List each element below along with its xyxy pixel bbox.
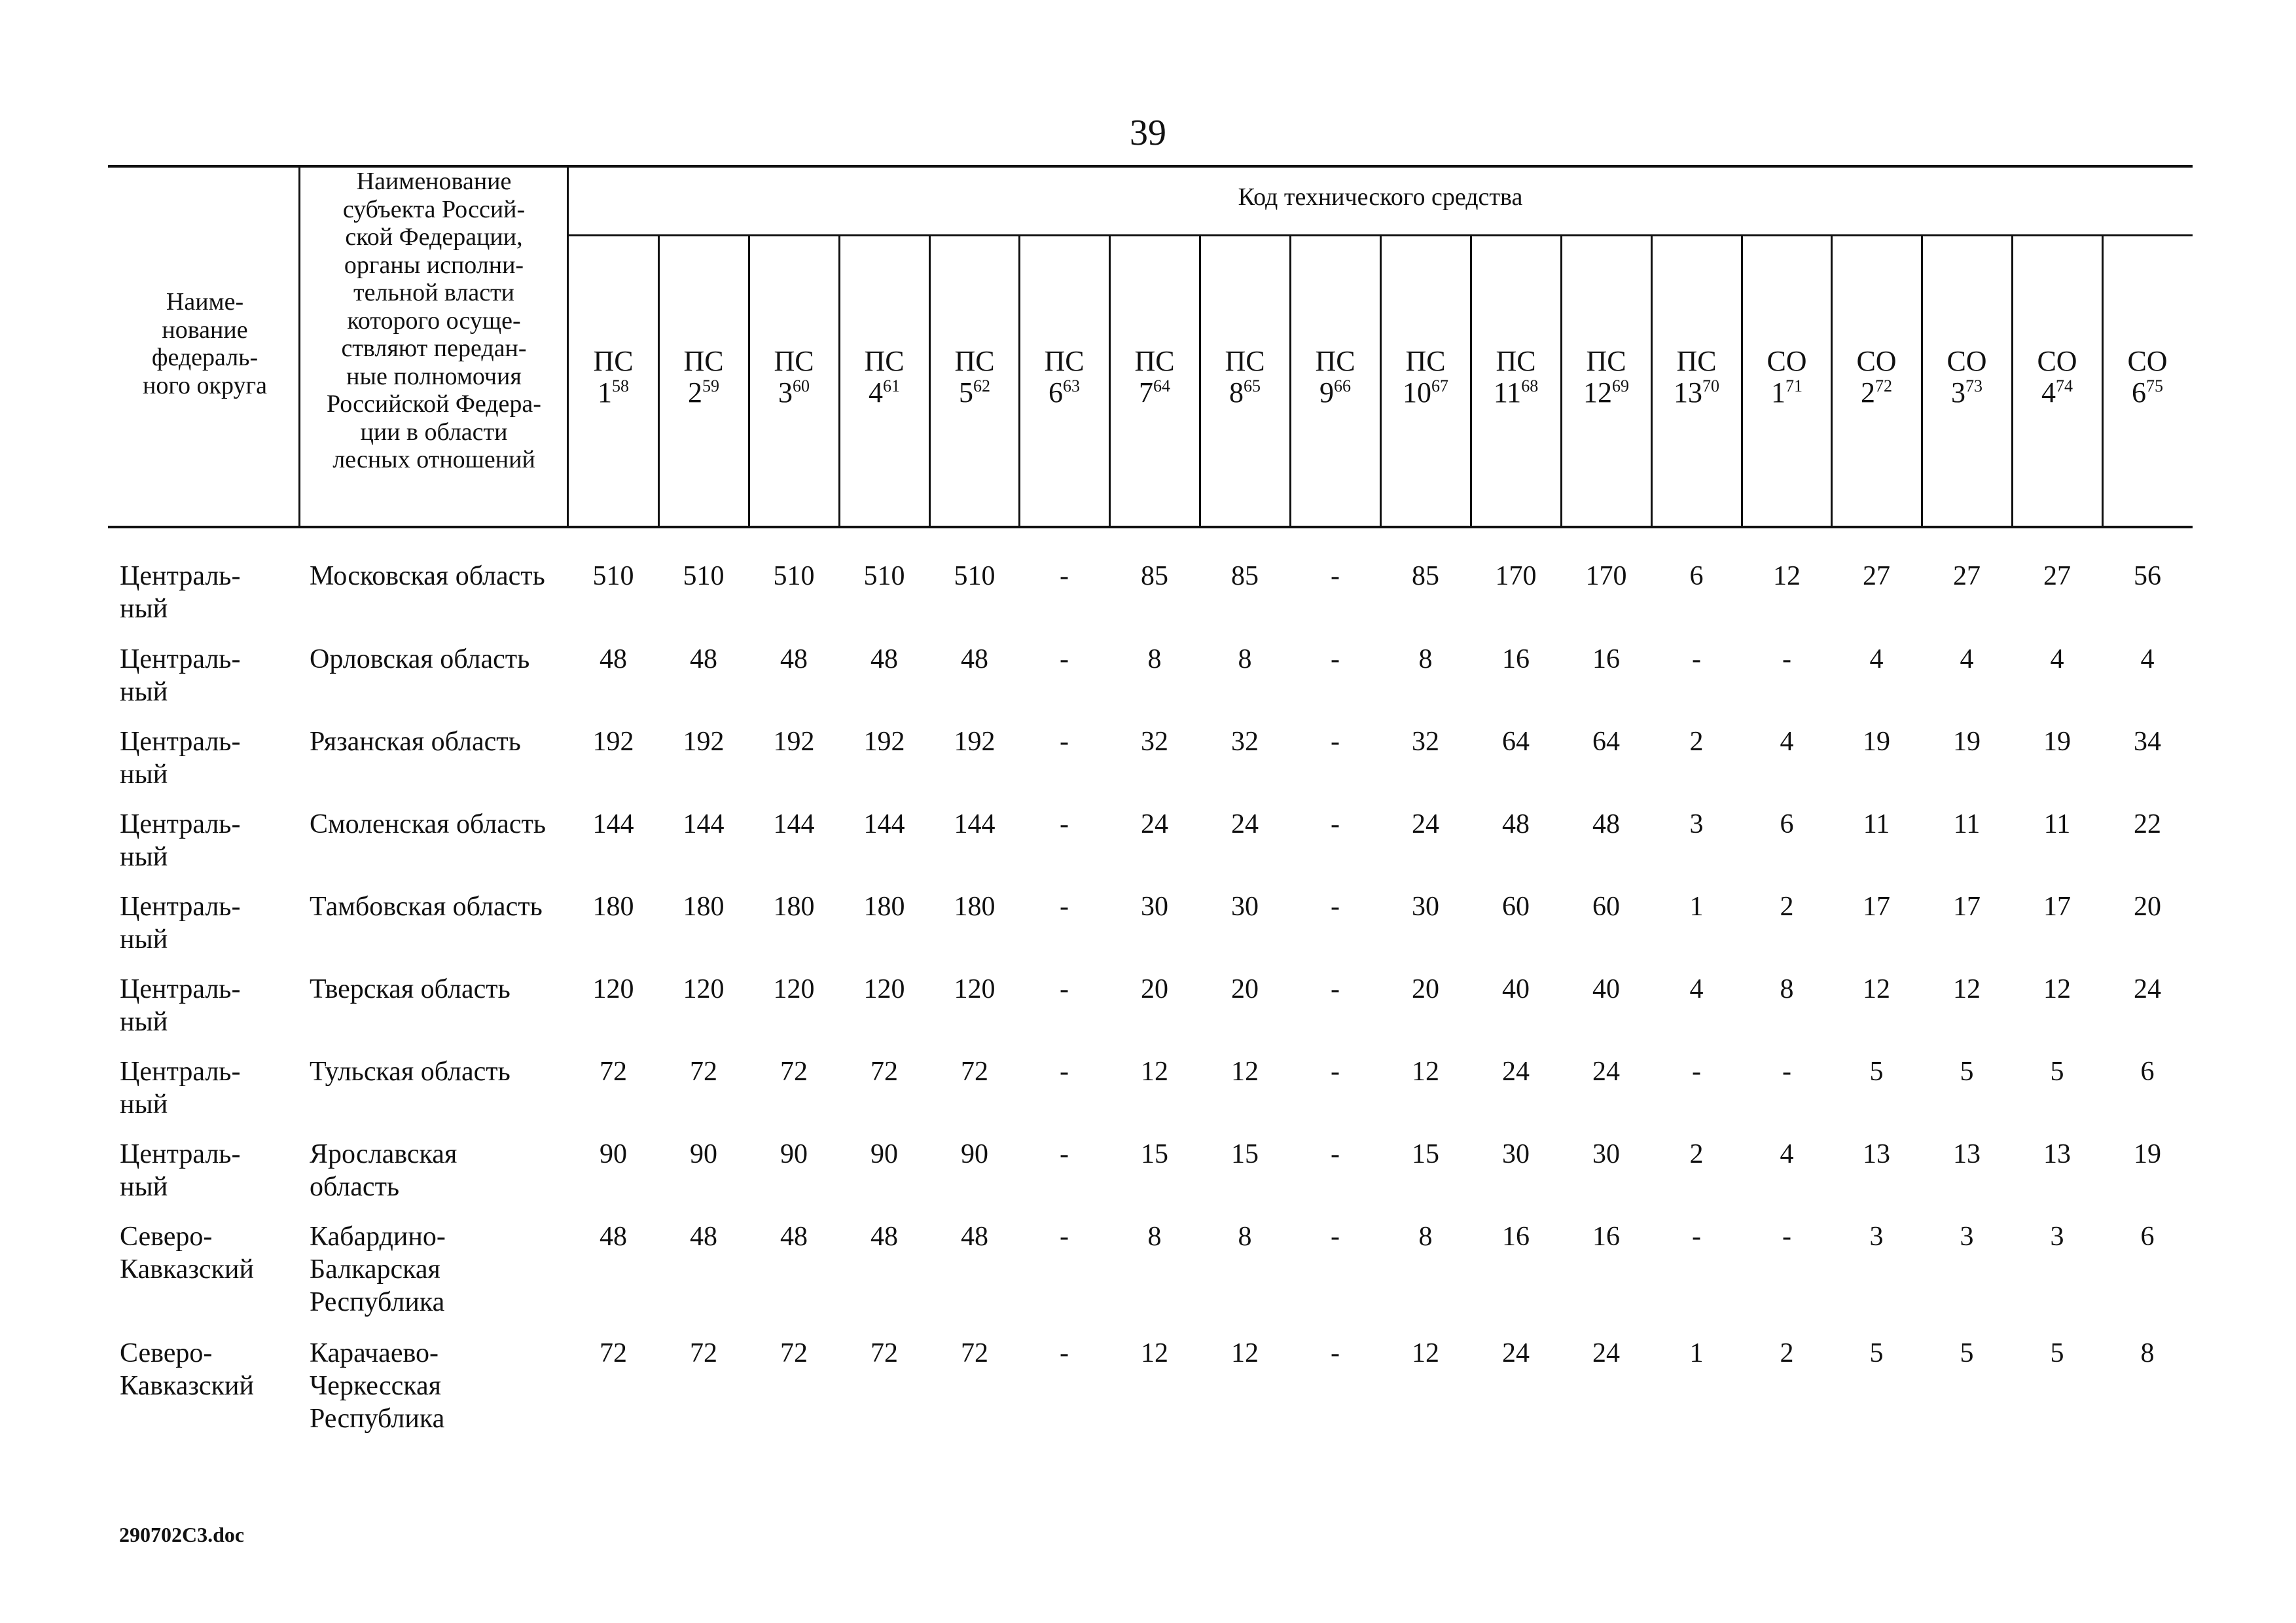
table-cell-value: 40 <box>1592 974 1620 1004</box>
column-code-prefix: ПС <box>1225 345 1265 377</box>
row-federal-district: Централь- ный <box>120 1057 241 1120</box>
column-code-footnote: 59 <box>702 376 719 395</box>
table-cell-value: 20 <box>2134 892 2161 922</box>
table-cell-value: 48 <box>600 1222 627 1252</box>
row-federal-district: Централь- ный <box>120 809 241 872</box>
table-cell-value: 8 <box>1147 644 1162 674</box>
column-code-header <box>1651 346 1742 418</box>
table-cell-value: 192 <box>773 727 815 757</box>
column-code-index: 7 <box>1139 376 1153 409</box>
table-cell-value: 2 <box>1780 1338 1794 1368</box>
row-subject: Ярославская область <box>310 1139 457 1202</box>
table-cell-value: 170 <box>1495 561 1537 591</box>
table-cell-value: - <box>1331 727 1340 757</box>
column-code-prefix: ПС <box>954 345 995 377</box>
column-code-footnote: 75 <box>2146 376 2163 395</box>
table-cell-value: 510 <box>683 561 725 591</box>
column-code-header <box>839 346 929 418</box>
column-code-index: 2 <box>688 376 702 409</box>
table-cell-value: 56 <box>2134 561 2161 591</box>
table-cell-value: - <box>1782 1057 1791 1087</box>
table-cell-value: 72 <box>870 1057 898 1087</box>
table-cell-value: - <box>1331 892 1340 922</box>
column-code-header <box>1200 346 1290 418</box>
table-cell-value: 32 <box>1141 727 1168 757</box>
column-code-index: 3 <box>778 376 793 409</box>
row-subject: Карачаево- Черкесская Республика <box>310 1338 445 1434</box>
table-cell-value: - <box>1060 974 1069 1004</box>
table-cell-value: 3 <box>1869 1222 1884 1252</box>
table-cell-value: - <box>1060 1338 1069 1368</box>
table-cell-value: - <box>1060 809 1069 839</box>
row-subject: Тверская область <box>310 974 511 1004</box>
column-code-index: 1 <box>598 376 612 409</box>
column-code-footnote: 61 <box>883 376 900 395</box>
column-code-index: 11 <box>1493 376 1522 409</box>
table-cell-value: 30 <box>1141 892 1168 922</box>
row-federal-district: Северо- Кавказский <box>120 1338 254 1401</box>
table-cell-value: 12 <box>1231 1338 1259 1368</box>
table-cell-value: 8 <box>1238 1222 1252 1252</box>
table-cell-value: 180 <box>773 892 815 922</box>
table-cell-value: 144 <box>863 809 905 839</box>
column-code-footnote: 74 <box>2056 376 2073 395</box>
column-code-header <box>2012 346 2102 418</box>
table-cell-value: 5 <box>1869 1057 1884 1087</box>
table-cell-value: 19 <box>1953 727 1981 757</box>
table-cell-value: 15 <box>1412 1139 1439 1169</box>
table-cell-value: 1 <box>1689 1338 1704 1368</box>
column-code-prefix: ПС <box>1586 345 1626 377</box>
column-code-index: 12 <box>1583 376 1612 409</box>
column-code-number <box>929 377 1020 409</box>
header-code-group: Код технического средства <box>1238 183 1523 211</box>
column-code-number <box>1922 377 2012 409</box>
column-code-footnote: 58 <box>612 376 629 395</box>
column-code-header <box>1380 346 1471 418</box>
column-code-index: 6 <box>2132 376 2146 409</box>
table-cell-value: 72 <box>780 1338 808 1368</box>
table-cell-value: 16 <box>1592 1222 1620 1252</box>
table-cell-value: 72 <box>600 1057 627 1087</box>
column-code-footnote: 68 <box>1521 376 1539 395</box>
table-cell-value: 20 <box>1412 974 1439 1004</box>
row-federal-district: Централь- ный <box>120 1139 241 1202</box>
column-code-footnote: 72 <box>1875 376 1892 395</box>
table-cell-value: 85 <box>1412 561 1439 591</box>
column-code-index: 9 <box>1319 376 1334 409</box>
column-code-header <box>568 346 658 418</box>
table-cell-value: 144 <box>683 809 725 839</box>
table-cell-value: 6 <box>2140 1057 2155 1087</box>
table-cell-value: 48 <box>690 644 717 674</box>
table-cell-value: - <box>1060 1222 1069 1252</box>
table-cell-value: 72 <box>780 1057 808 1087</box>
column-code-index: 1 <box>1771 376 1785 409</box>
table-cell-value: 6 <box>2140 1222 2155 1252</box>
table-cell-value: 19 <box>1863 727 1890 757</box>
column-code-header <box>1019 346 1109 418</box>
table-cell-value: - <box>1060 727 1069 757</box>
table-cell-value: 24 <box>1592 1338 1620 1368</box>
table-cell-value: - <box>1331 1057 1340 1087</box>
column-code-header <box>1831 346 1922 418</box>
table-cell-value: 8 <box>1780 974 1794 1004</box>
table-cell-value: 510 <box>592 561 634 591</box>
table-cell-value: 48 <box>870 1222 898 1252</box>
table-cell-value: 6 <box>1689 561 1704 591</box>
column-code-footnote: 71 <box>1785 376 1803 395</box>
column-code-footnote: 62 <box>973 376 990 395</box>
column-code-prefix: СО <box>2127 345 2168 377</box>
row-federal-district: Централь- ный <box>120 561 241 624</box>
table-cell-value: 24 <box>1502 1057 1530 1087</box>
row-federal-district: Северо- Кавказский <box>120 1222 254 1285</box>
table-cell-value: 27 <box>1863 561 1890 591</box>
table-cell-value: 12 <box>1412 1338 1439 1368</box>
table-cell-value: 13 <box>2043 1139 2071 1169</box>
table-cell-value: 24 <box>1592 1057 1620 1087</box>
table-cell-value: 180 <box>683 892 725 922</box>
table-cell-value: 180 <box>592 892 634 922</box>
column-code-number <box>1380 377 1471 409</box>
table-cell-value: 120 <box>592 974 634 1004</box>
table-cell-value: 192 <box>592 727 634 757</box>
column-code-number <box>1290 377 1380 409</box>
table-cell-value: 30 <box>1502 1139 1530 1169</box>
table-cell-value: 12 <box>1953 974 1981 1004</box>
table-cell-value: 90 <box>780 1139 808 1169</box>
table-cell-value: - <box>1782 644 1791 674</box>
column-code-footnote: 64 <box>1153 376 1170 395</box>
column-code-index: 3 <box>1951 376 1965 409</box>
row-subject: Тамбовская область <box>310 892 543 922</box>
column-code-prefix: ПС <box>1134 345 1175 377</box>
table-cell-value: 60 <box>1502 892 1530 922</box>
row-subject: Смоленская область <box>310 809 547 839</box>
table-cell-value: - <box>1331 561 1340 591</box>
column-code-number <box>2102 377 2193 409</box>
column-code-header <box>658 346 749 418</box>
table-cell-value: 48 <box>600 644 627 674</box>
table-cell-value: 12 <box>1141 1338 1168 1368</box>
row-subject: Тульская область <box>310 1057 511 1087</box>
table-cell-value: 19 <box>2043 727 2071 757</box>
column-code-header <box>929 346 1020 418</box>
column-code-number <box>658 377 749 409</box>
column-code-footnote: 60 <box>793 376 810 395</box>
row-federal-district: Централь- ный <box>120 974 241 1037</box>
table-cell-value: 144 <box>954 809 996 839</box>
column-code-prefix: СО <box>2037 345 2077 377</box>
table-cell-value: 4 <box>2050 644 2064 674</box>
table-cell-value: 12 <box>1231 1057 1259 1087</box>
footer-filename: 290702C3.doc <box>119 1523 245 1546</box>
table-cell-value: 510 <box>773 561 815 591</box>
table-cell-value: 17 <box>1953 892 1981 922</box>
table-cell-value: 120 <box>954 974 996 1004</box>
column-code-prefix: ПС <box>1044 345 1085 377</box>
table-cell-value: 12 <box>1863 974 1890 1004</box>
table-cell-value: 30 <box>1592 1139 1620 1169</box>
table-cell-value: 4 <box>1780 727 1794 757</box>
column-code-prefix: ПС <box>864 345 905 377</box>
column-code-index: 8 <box>1229 376 1244 409</box>
table-cell-value: 48 <box>870 644 898 674</box>
column-code-prefix: ПС <box>1315 345 1355 377</box>
table-cell-value: - <box>1331 974 1340 1004</box>
table-cell-value: 12 <box>2043 974 2071 1004</box>
column-code-index: 6 <box>1049 376 1063 409</box>
column-code-index: 4 <box>2041 376 2056 409</box>
row-federal-district: Централь- ный <box>120 644 241 707</box>
table-cell-value: 24 <box>2134 974 2161 1004</box>
table-cell-value: 120 <box>773 974 815 1004</box>
table-cell-value: 16 <box>1502 644 1530 674</box>
table-cell-value: - <box>1692 644 1701 674</box>
table-cell-value: 8 <box>1147 1222 1162 1252</box>
table-cell-value: 30 <box>1412 892 1439 922</box>
column-code-index: 5 <box>959 376 973 409</box>
table-cell-value: 8 <box>2140 1338 2155 1368</box>
table-cell-value: 90 <box>690 1139 717 1169</box>
table-cell-value: 48 <box>780 1222 808 1252</box>
table-cell-value: - <box>1692 1057 1701 1087</box>
column-code-prefix: СО <box>1767 345 1807 377</box>
table-cell-value: 4 <box>1960 644 1974 674</box>
table-cell-value: - <box>1331 1139 1340 1169</box>
column-code-number <box>1651 377 1742 409</box>
table-cell-value: - <box>1331 644 1340 674</box>
column-code-header <box>749 346 839 418</box>
table-cell-value: 17 <box>1863 892 1890 922</box>
table-cell-value: 48 <box>1502 809 1530 839</box>
table-cell-value: 48 <box>1592 809 1620 839</box>
column-code-number <box>839 377 929 409</box>
column-code-number <box>1831 377 1922 409</box>
column-code-header <box>1561 346 1651 418</box>
table-cell-value: 11 <box>1863 809 1890 839</box>
table-cell-value: 2 <box>1689 727 1704 757</box>
table-cell-value: 12 <box>1412 1057 1439 1087</box>
table-cell-value: 85 <box>1231 561 1259 591</box>
column-code-number <box>1742 377 1832 409</box>
table-cell-value: 72 <box>690 1338 717 1368</box>
column-code-index: 2 <box>1861 376 1875 409</box>
column-code-number <box>2012 377 2102 409</box>
table-cell-value: 90 <box>600 1139 627 1169</box>
column-code-header <box>1471 346 1561 418</box>
table-cell-value: 2 <box>1689 1139 1704 1169</box>
table-cell-value: 32 <box>1231 727 1259 757</box>
table-cell-value: 16 <box>1502 1222 1530 1252</box>
column-code-header <box>1290 346 1380 418</box>
table-cell-value: 27 <box>2043 561 2071 591</box>
row-federal-district: Централь- ный <box>120 892 241 955</box>
table-cell-value: 2 <box>1780 892 1794 922</box>
column-code-prefix: ПС <box>683 345 724 377</box>
row-subject: Кабардино- Балкарская Республика <box>310 1222 446 1317</box>
column-code-header <box>2102 346 2193 418</box>
header-subject: Наименование субъекта Россий- ской Федерации, органы исполни- тельной власти которого осуще- ствляют передан- ные полномочия Российской Федера- ции в области лесных отношений <box>327 168 541 473</box>
table-cell-value: 4 <box>1869 644 1884 674</box>
table-cell-value: 4 <box>1780 1139 1794 1169</box>
table-cell-value: 85 <box>1141 561 1168 591</box>
column-code-prefix: ПС <box>1405 345 1446 377</box>
table-cell-value: 17 <box>2043 892 2071 922</box>
table-cell-value: 180 <box>863 892 905 922</box>
table-cell-value: 4 <box>2140 644 2155 674</box>
table-cell-value: 5 <box>1960 1338 1974 1368</box>
table-cell-value: 24 <box>1502 1338 1530 1368</box>
table-cell-value: 13 <box>1953 1139 1981 1169</box>
table-cell-value: 3 <box>2050 1222 2064 1252</box>
table-cell-value: 120 <box>683 974 725 1004</box>
column-code-prefix: СО <box>1856 345 1897 377</box>
table-cell-value: 72 <box>690 1057 717 1087</box>
table-cell-value: - <box>1331 1338 1340 1368</box>
row-subject: Орловская область <box>310 644 530 674</box>
table-cell-value: - <box>1060 1139 1069 1169</box>
table-cell-value: 11 <box>1953 809 1981 839</box>
table-cell-value: 192 <box>863 727 905 757</box>
table-cell-value: 48 <box>961 644 988 674</box>
table-cell-value: 72 <box>600 1338 627 1368</box>
table-cell-value: 12 <box>1773 561 1801 591</box>
table-cell-value: 32 <box>1412 727 1439 757</box>
column-code-index: 10 <box>1403 376 1431 409</box>
table-cell-value: 90 <box>870 1139 898 1169</box>
table-cell-value: 4 <box>1689 974 1704 1004</box>
table-cell-value: 510 <box>863 561 905 591</box>
table-cell-value: - <box>1060 644 1069 674</box>
column-code-prefix: ПС <box>593 345 634 377</box>
table-cell-value: 24 <box>1412 809 1439 839</box>
column-code-prefix: СО <box>1946 345 1987 377</box>
column-code-number <box>1019 377 1109 409</box>
table-cell-value: 180 <box>954 892 996 922</box>
table-cell-value: 27 <box>1953 561 1981 591</box>
column-code-number <box>1200 377 1290 409</box>
table-cell-value: 16 <box>1592 644 1620 674</box>
table-cell-value: 8 <box>1418 644 1433 674</box>
table-cell-value: - <box>1060 1057 1069 1087</box>
table-cell-value: 40 <box>1502 974 1530 1004</box>
column-code-footnote: 66 <box>1334 376 1351 395</box>
table-cell-value: 15 <box>1231 1139 1259 1169</box>
table-cell-value: 12 <box>1141 1057 1168 1087</box>
table-header-bottom-rule <box>108 526 2193 528</box>
row-subject: Рязанская область <box>310 727 521 757</box>
table-cell-value: 48 <box>961 1222 988 1252</box>
table-cell-value: 13 <box>1863 1139 1890 1169</box>
table-cell-value: 5 <box>2050 1057 2064 1087</box>
column-code-footnote: 69 <box>1612 376 1629 395</box>
table-cell-value: - <box>1782 1222 1791 1252</box>
table-cell-value: 510 <box>954 561 996 591</box>
row-federal-district: Централь- ный <box>120 727 241 790</box>
column-code-index: 13 <box>1674 376 1702 409</box>
table-cell-value: 120 <box>863 974 905 1004</box>
table-cell-value: 8 <box>1238 644 1252 674</box>
table-cell-value: 144 <box>773 809 815 839</box>
page-number: 39 <box>1130 113 1166 153</box>
row-subject: Московская область <box>310 561 545 591</box>
column-code-footnote: 67 <box>1431 376 1448 395</box>
table-cell-value: 144 <box>592 809 634 839</box>
table-cell-value: 72 <box>961 1338 988 1368</box>
table-cell-value: 3 <box>1960 1222 1974 1252</box>
table-cell-value: 15 <box>1141 1139 1168 1169</box>
column-code-prefix: ПС <box>1496 345 1536 377</box>
table-cell-value: 1 <box>1689 892 1704 922</box>
table-cell-value: 19 <box>2134 1139 2161 1169</box>
column-code-prefix: ПС <box>774 345 814 377</box>
table-cell-value: 48 <box>690 1222 717 1252</box>
column-code-number <box>749 377 839 409</box>
table-cell-value: 64 <box>1592 727 1620 757</box>
table-cell-value: 3 <box>1689 809 1704 839</box>
table-cell-value: 5 <box>1960 1057 1974 1087</box>
column-code-header <box>1922 346 2012 418</box>
table-cell-value: - <box>1331 1222 1340 1252</box>
column-code-footnote: 73 <box>1965 376 1982 395</box>
table-cell-value: 24 <box>1231 809 1259 839</box>
column-code-prefix: ПС <box>1676 345 1717 377</box>
table-cell-value: 20 <box>1231 974 1259 1004</box>
table-cell-value: 20 <box>1141 974 1168 1004</box>
column-code-index: 4 <box>869 376 883 409</box>
table-cell-value: 24 <box>1141 809 1168 839</box>
column-code-header <box>1109 346 1200 418</box>
table-cell-value: 192 <box>683 727 725 757</box>
table-cell-value: - <box>1692 1222 1701 1252</box>
column-code-number <box>568 377 658 409</box>
table-cell-value: 6 <box>1780 809 1794 839</box>
table-cell-value: 8 <box>1418 1222 1433 1252</box>
column-code-number <box>1109 377 1200 409</box>
table-cell-value: 22 <box>2134 809 2161 839</box>
table-cell-value: - <box>1331 809 1340 839</box>
table-cell-value: 34 <box>2134 727 2161 757</box>
header-federal-district: Наиме- нование федераль- ного округа <box>143 288 267 399</box>
column-code-footnote: 63 <box>1063 376 1080 395</box>
table-cell-value: 170 <box>1585 561 1627 591</box>
table-cell-value: 72 <box>870 1338 898 1368</box>
column-code-number <box>1471 377 1561 409</box>
column-code-number <box>1561 377 1651 409</box>
table-cell-value: 90 <box>961 1139 988 1169</box>
table-cell-value: 48 <box>780 644 808 674</box>
table-cell-value: 5 <box>1869 1338 1884 1368</box>
column-code-header <box>1742 346 1832 418</box>
table-cell-value: 5 <box>2050 1338 2064 1368</box>
table-cell-value: 72 <box>961 1057 988 1087</box>
table-cell-value: 60 <box>1592 892 1620 922</box>
table-cell-value: 64 <box>1502 727 1530 757</box>
column-code-footnote: 70 <box>1702 376 1719 395</box>
table-cell-value: 30 <box>1231 892 1259 922</box>
table-cell-value: - <box>1060 561 1069 591</box>
column-code-footnote: 65 <box>1244 376 1261 395</box>
table-cell-value: - <box>1060 892 1069 922</box>
table-cell-value: 192 <box>954 727 996 757</box>
table-cell-value: 11 <box>2043 809 2071 839</box>
